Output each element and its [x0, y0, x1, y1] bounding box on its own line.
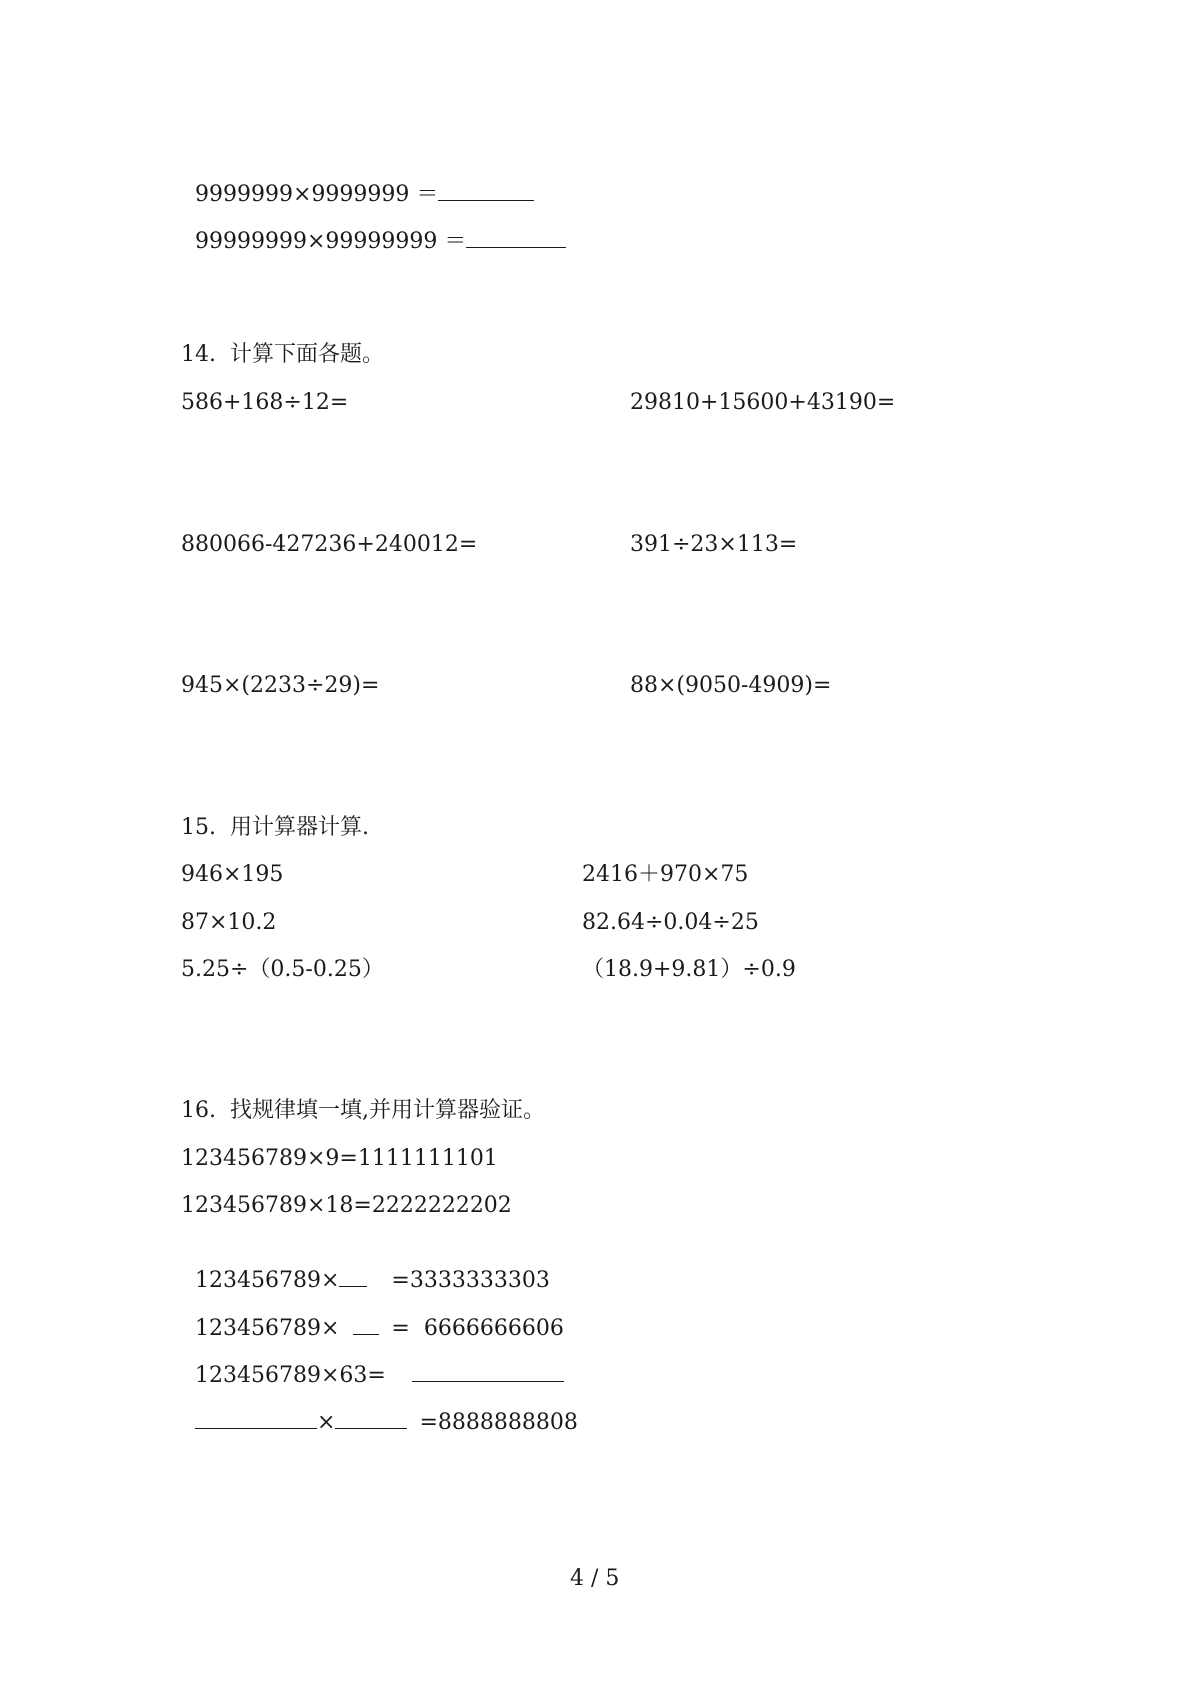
expression: 99999999×99999999 ＝: [195, 229, 467, 254]
q15-item-3: 87×10.2: [181, 910, 277, 935]
q16-line-6: [181, 1382, 578, 1436]
q14-item-3: 880066-427236+240012=: [181, 532, 478, 557]
answer-blank[interactable]: [412, 1361, 564, 1382]
answer-blank[interactable]: [466, 227, 566, 248]
q16-heading: 16. 找规律填一填,并用计算器验证。: [181, 1098, 545, 1123]
expression: 123456789×: [195, 1316, 340, 1341]
q14-item-5: 945×(2233÷29)=: [181, 673, 380, 698]
q15-item-2: 2416＋970×75: [582, 862, 749, 887]
q14-item-4: 391÷23×113=: [630, 532, 798, 557]
expression: 123456789×63=: [195, 1363, 386, 1388]
result: = 6666666606: [391, 1316, 564, 1341]
multiplier-blank[interactable]: [339, 1266, 367, 1287]
q16-line-3: [181, 1240, 550, 1294]
q16-line-4: [181, 1288, 564, 1342]
page-number: 4 / 5: [570, 1566, 620, 1591]
q14-item-6: 88×(9050-4909)=: [630, 673, 832, 698]
result: =8888888808: [419, 1410, 578, 1435]
expression: 9999999×9999999 ＝: [195, 182, 439, 207]
q16-line-1: 123456789×9=1111111101: [181, 1146, 498, 1171]
answer-blank[interactable]: [438, 180, 534, 201]
expression: 123456789×: [195, 1268, 340, 1293]
q16-line-5: [181, 1335, 564, 1389]
q16-line-2: 123456789×18=2222222202: [181, 1193, 512, 1218]
q14-item-1: 586+168÷12=: [181, 390, 349, 415]
q14-heading: 14. 计算下面各题。: [181, 342, 384, 367]
q15-heading: 15. 用计算器计算.: [181, 815, 369, 840]
q15-item-5: 5.25÷（0.5-0.25）: [181, 957, 384, 982]
result: =3333333303: [391, 1268, 550, 1293]
top-line-1: [181, 154, 534, 208]
top-line-2: [181, 201, 566, 255]
q15-item-1: 946×195: [181, 862, 284, 887]
q15-item-4: 82.64÷0.04÷25: [582, 910, 759, 935]
factor-blank[interactable]: [195, 1408, 317, 1429]
q15-item-6: （18.9+9.81）÷0.9: [582, 957, 796, 982]
q14-item-2: 29810+15600+43190=: [630, 390, 896, 415]
factor-blank[interactable]: [335, 1408, 407, 1429]
multiplier-blank[interactable]: [353, 1314, 379, 1335]
times-sign: ×: [317, 1410, 336, 1435]
